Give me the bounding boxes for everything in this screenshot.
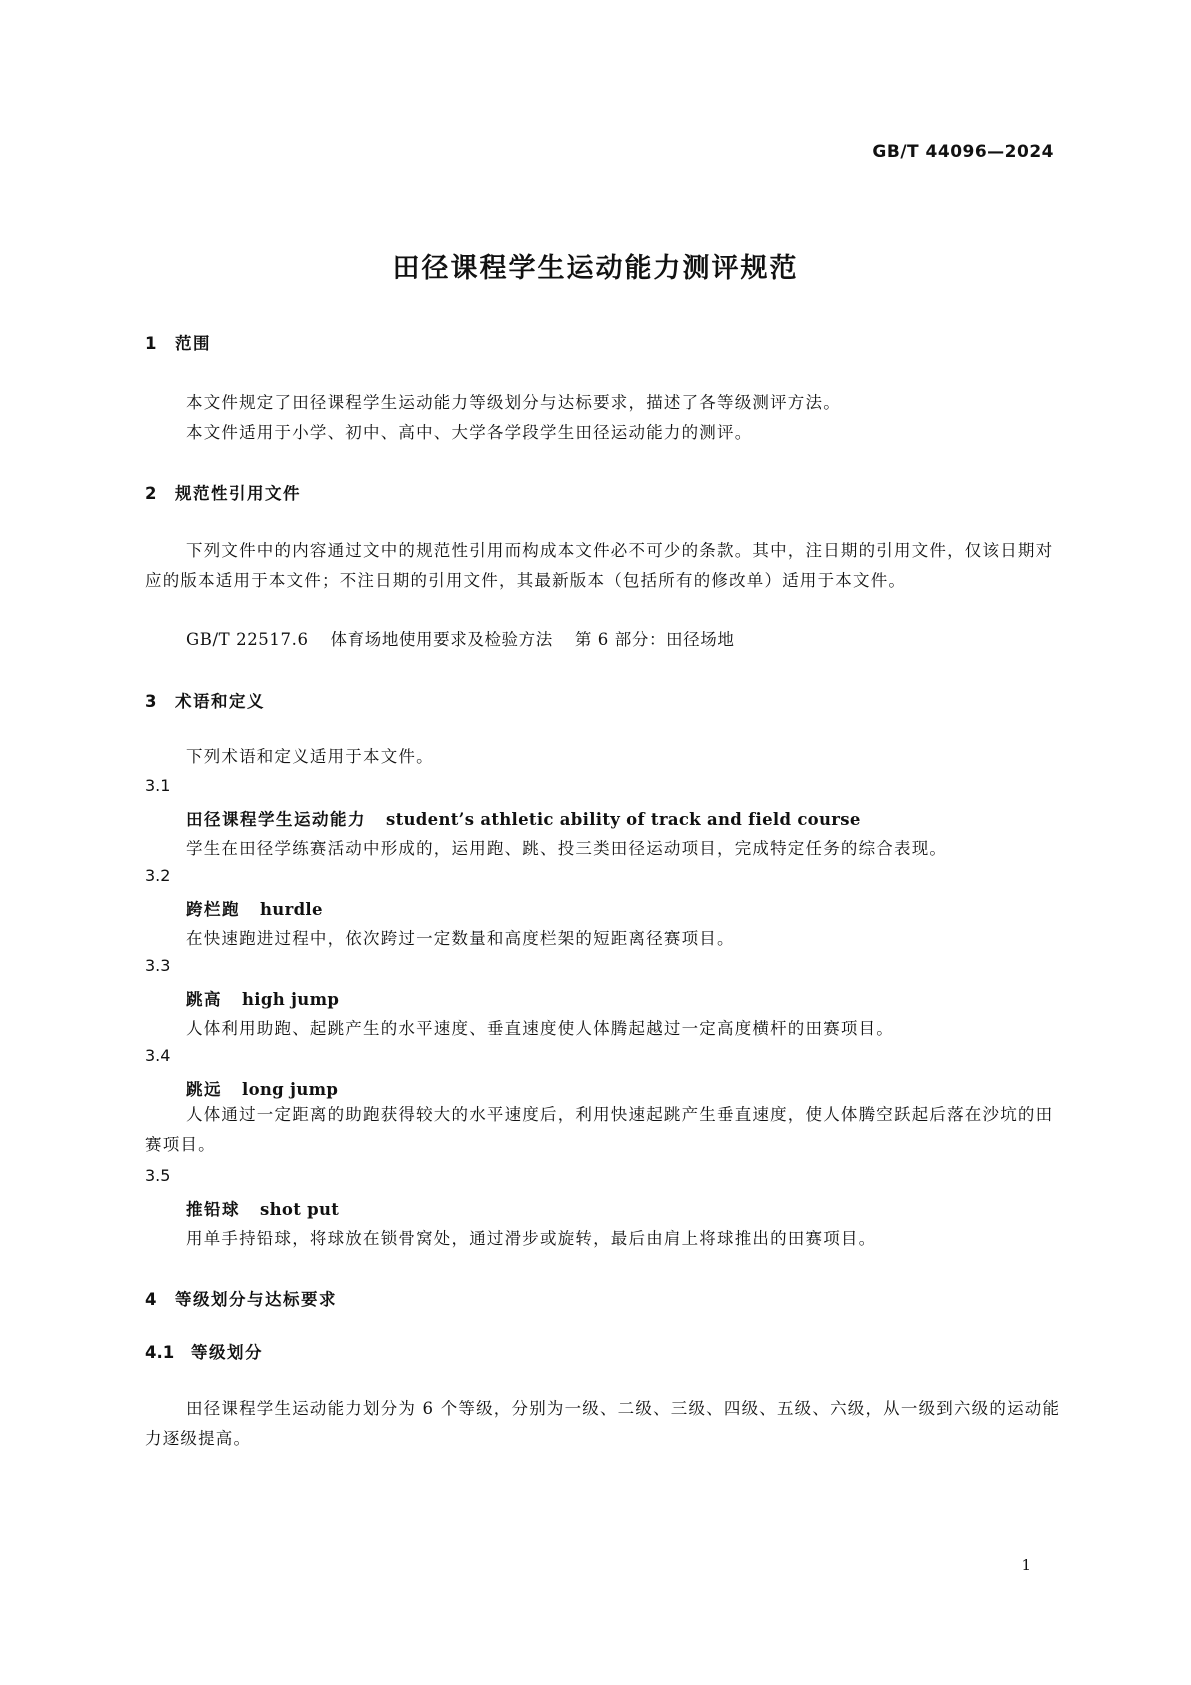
- term-number: 3.3: [145, 956, 171, 975]
- term-chinese: 跨栏跑: [186, 900, 240, 919]
- term-definition: 学生在田径学练赛活动中形成的，运用跑、跳、投三类田径运动项目，完成特定任务的综合表现。: [186, 839, 948, 858]
- page-number: 1: [1021, 1556, 1031, 1574]
- section-number: 1: [145, 334, 157, 353]
- normative-reference: [186, 626, 756, 650]
- subsection-4-1-heading: [145, 1339, 263, 1363]
- term-chinese: 推铅球: [186, 1200, 240, 1219]
- term-chinese: 跳高: [186, 990, 222, 1009]
- section-title: 规范性引用文件: [175, 484, 301, 503]
- term-number: 3.1: [145, 776, 171, 795]
- paragraph: 本文件适用于小学、初中、高中、大学各学段学生田径运动能力的测评。: [186, 423, 753, 442]
- standard-number: GB/T 44096—2024: [872, 142, 1054, 162]
- term-definition: 在快速跑进过程中，依次跨过一定数量和高度栏架的短距离径赛项目。: [186, 929, 735, 948]
- section-title: 等级划分与达标要求: [175, 1290, 337, 1309]
- term-definition: 用单手持铅球，将球放在锁骨窝处，通过滑步或旋转，最后由肩上将球推出的田赛项目。: [186, 1229, 877, 1248]
- document-title: 田径课程学生运动能力测评规范: [392, 253, 799, 284]
- term-number: 3.4: [145, 1046, 171, 1065]
- term-chinese: 跳远: [186, 1080, 222, 1099]
- term-heading: [186, 1076, 338, 1100]
- paragraph: 下列术语和定义适用于本文件。: [186, 747, 434, 766]
- section-title: 范围: [175, 334, 211, 353]
- term-definition: 人体利用助跑、起跳产生的水平速度、垂直速度使人体腾起越过一定高度横杆的田赛项目。: [186, 1019, 894, 1038]
- term-heading: [186, 1196, 339, 1220]
- term-english: high jump: [242, 990, 340, 1009]
- term-english: long jump: [242, 1080, 339, 1099]
- reference-code: GB/T 22517.6: [186, 630, 309, 649]
- term-english: student’s athletic ability of track and field course: [386, 810, 861, 829]
- section-number: 4: [145, 1290, 157, 1309]
- paragraph: 田径课程学生运动能力划分为 6 个等级，分别为一级、二级、三级、四级、五级、六级，从一级到六级的运动能力逐级提高。: [145, 1399, 1061, 1448]
- section-2-heading: [145, 480, 301, 504]
- subsection-number: 4.1: [145, 1343, 175, 1362]
- section-3-heading: [145, 688, 265, 712]
- term-english: hurdle: [260, 900, 323, 919]
- term-chinese: 田径课程学生运动能力: [186, 810, 366, 829]
- term-heading: [186, 806, 861, 830]
- section-1-heading: [145, 330, 211, 354]
- term-heading: [186, 986, 339, 1010]
- reference-part: 第 6 部分：田径场地: [574, 630, 735, 649]
- term-number: 3.2: [145, 866, 171, 885]
- section-title: 术语和定义: [175, 692, 265, 711]
- term-heading: [186, 896, 323, 920]
- paragraph: 下列文件中的内容通过文中的规范性引用而构成本文件必不可少的条款。其中，注日期的引用文件，仅该日期对应的版本适用于本文件；不注日期的引用文件，其最新版本（包括所有的修改单）适用于本文件。: [145, 541, 1054, 590]
- paragraph: 本文件规定了田径课程学生运动能力等级划分与达标要求，描述了各等级测评方法。: [186, 393, 841, 412]
- section-number: 2: [145, 484, 157, 503]
- reference-title: 体育场地使用要求及检验方法: [330, 630, 553, 649]
- subsection-title: 等级划分: [191, 1343, 263, 1362]
- term-definition: 人体通过一定距离的助跑获得较大的水平速度后，利用快速起跳产生垂直速度，使人体腾空跃起后落在沙坑的田赛项目。: [145, 1105, 1054, 1154]
- section-4-heading: [145, 1286, 337, 1310]
- term-english: shot put: [260, 1200, 340, 1219]
- section-number: 3: [145, 692, 157, 711]
- term-number: 3.5: [145, 1166, 171, 1185]
